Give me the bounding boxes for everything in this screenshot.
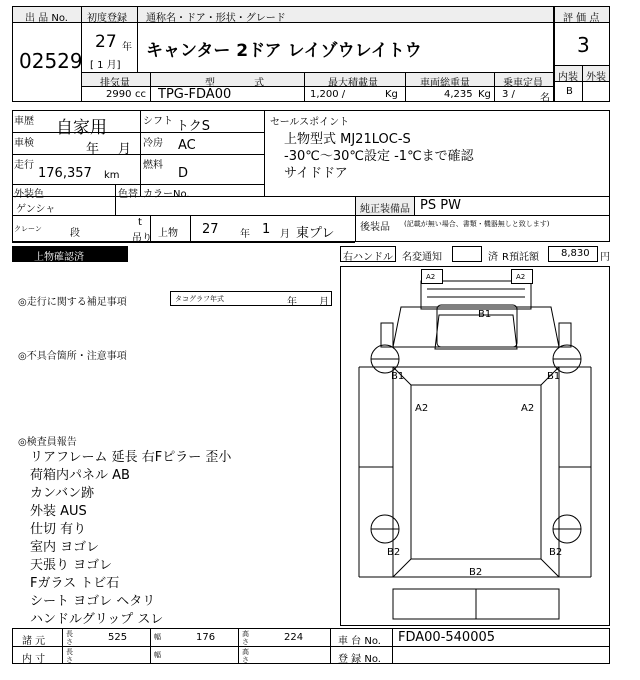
color-change-label: 色替 [118, 189, 138, 200]
damage-b1-right: B1 [547, 371, 561, 382]
defects-heading: ◎不具合箇所・注意事項 [18, 351, 127, 362]
color-no-label: カラーNo. [143, 189, 190, 200]
damage-a2-mid-left: A2 [415, 403, 429, 414]
length-value: 525 [108, 632, 128, 643]
lot-number-cell [12, 22, 82, 102]
mileage-value: 176,357 [38, 166, 92, 181]
cooling-value: AC [178, 138, 196, 153]
first-reg-year: 27 [95, 32, 117, 52]
report-line: 外装 AUS [30, 504, 87, 519]
chassis-label: 車 台 No. [338, 636, 381, 647]
grade-cell [554, 22, 610, 66]
inspector-heading: ◎検査員報告 [18, 437, 77, 448]
model-name: キャンター 2ドア レイゾウレイトウ [146, 41, 422, 61]
model-name-label: 通称名・ドア・形状・グレード [146, 13, 286, 24]
mileage-label: 走行 [14, 160, 34, 171]
damage-a2-mid-right: A2 [521, 403, 535, 414]
lot-label-cell [12, 6, 82, 23]
first-reg-label: 初度登録 [87, 13, 127, 24]
tacho-box [170, 291, 332, 306]
damage-b2-left: B2 [387, 547, 401, 558]
report-line: カンバン跡 [30, 486, 95, 501]
width-value: 176 [196, 632, 216, 643]
body-maker: 東プレ [296, 226, 335, 241]
damage-b2-right: B2 [549, 547, 563, 558]
shift-value: トクS [176, 119, 210, 134]
reading-label: R預託額 [502, 252, 539, 263]
crane-value: 段 [70, 228, 80, 239]
sales-points-label: セールスポイント [270, 117, 350, 128]
crane-unit-top: t [138, 217, 142, 228]
reg-label: 登 録 No. [338, 654, 381, 665]
rhd-label: 右ハンドル [343, 252, 393, 263]
inner-length-label: 長さ [66, 648, 73, 664]
tacho-year: 年 [287, 297, 297, 308]
color-label: 外装色 [14, 189, 44, 200]
report-line: 仕切 有り [30, 522, 87, 537]
report-line: 天張り ヨゴレ [30, 558, 113, 573]
inner-width-label: 幅 [154, 651, 161, 659]
damage-b1-top: B1 [478, 309, 492, 320]
displacement-value: 2990 [106, 89, 132, 100]
spec-label: 諸 元 [22, 636, 46, 647]
max-load-unit: Kg [385, 89, 398, 100]
tacho-label: タコグラフ年式 [175, 295, 224, 303]
mileage-unit: km [104, 170, 120, 181]
model-label-cell [137, 6, 554, 23]
chassis-value: FDA00-540005 [398, 630, 496, 645]
displacement-label: 排気量 [100, 78, 130, 89]
fuel-label: 燃料 [143, 160, 163, 171]
tacho-month: 月 [319, 297, 329, 308]
body-year: 27 [202, 222, 219, 237]
confirmed-banner [12, 246, 128, 262]
sales-point-1: 上物型式 MJ21LOC-S [284, 132, 411, 147]
report-line: 荷箱内パネル AB [30, 468, 130, 483]
gross-weight-label: 車両総重量 [420, 78, 470, 89]
aftermarket-label: 後装品 [360, 222, 390, 233]
crane-unit-bottom: 吊り [132, 233, 152, 244]
displacement-unit: cc [135, 89, 146, 100]
interior-grade: B [566, 86, 573, 97]
capacity-value: 3 / [502, 89, 515, 100]
damage-b2-bottom: B2 [469, 567, 483, 578]
first-reg-cell [81, 6, 138, 23]
damage-a2-top-right: A2 [516, 273, 526, 281]
first-reg-month: [ 1 月] [90, 60, 121, 71]
max-load-value: 1,200 / [310, 89, 346, 100]
grade-value: 3 [577, 33, 590, 57]
gross-weight-unit: Kg [478, 89, 491, 100]
inner-label: 内 寸 [22, 654, 46, 665]
body-month-unit: 月 [280, 229, 290, 240]
inspection-year: 年 [86, 142, 100, 157]
damage-b1-left: B1 [391, 371, 405, 382]
cooling-label: 冷房 [143, 138, 163, 149]
driving-heading: ◎走行に関する補足事項 [18, 297, 127, 308]
inner-height-label: 高さ [242, 648, 249, 664]
capacity-label: 乗車定員 [503, 78, 543, 89]
max-load-label: 最大積載量 [328, 78, 378, 89]
width-label: 幅 [154, 633, 161, 641]
report-line: ハンドルグリップ スレ [30, 612, 164, 627]
aftermarket-note: (記載が無い場合、書類・機器無しと致します) [404, 220, 550, 228]
model-type-value: TPG-FDA00 [158, 87, 232, 102]
interior-grade-label: 内装 [558, 72, 578, 83]
vehicle-diagram [340, 266, 610, 626]
height-label: 高さ [242, 630, 249, 646]
fuel-value: D [178, 166, 189, 181]
options-label: 純正装備品 [360, 204, 410, 215]
inspection-label: 車検 [14, 138, 34, 149]
gross-weight-value: 4,235 [444, 89, 473, 100]
body-month: 1 [262, 222, 271, 237]
fuel-status: 済 [488, 252, 498, 263]
report-line: 室内 ヨゴレ [30, 540, 100, 555]
report-list [30, 446, 231, 626]
body-label: 上物 [158, 228, 178, 239]
model-type-label: 型 式 [205, 78, 283, 89]
body-year-unit: 年 [240, 229, 250, 240]
capacity-unit: 名 [540, 93, 550, 104]
reading-value: 8,830 [561, 248, 590, 259]
report-line: リアフレーム 延長 右Fピラー 歪小 [30, 450, 232, 465]
crane-label: クレーン [14, 225, 42, 233]
confirmed-banner-text: 上物確認済 [34, 252, 84, 263]
sales-point-3: サイドドア [284, 166, 348, 181]
name-change-label: 名変通知 [402, 252, 442, 263]
first-reg-year-unit: 年 [122, 42, 132, 53]
color-value: ゲンシャ [16, 204, 56, 215]
damage-a2-top-left: A2 [426, 273, 436, 281]
sales-point-2: -30℃～30℃設定 -1℃まで確認 [284, 149, 474, 164]
history-label: 車歴 [14, 116, 34, 127]
shift-label: シフト [143, 116, 173, 127]
options-value: PS PW [420, 198, 461, 213]
grade-label: 評 価 点 [563, 13, 600, 24]
report-line: Fガラス トビ石 [30, 576, 120, 591]
height-value: 224 [284, 632, 304, 643]
lot-label: 出 品 No. [25, 13, 68, 24]
exterior-grade-label: 外装 [586, 72, 606, 83]
grade-label-cell [554, 6, 610, 23]
length-label: 長さ [66, 630, 73, 646]
lot-number: 02529 [19, 49, 83, 73]
report-line: シート ヨゴレ ヘタリ [30, 594, 156, 609]
history-value: 自家用 [56, 118, 107, 138]
inspection-month: 月 [118, 142, 132, 157]
reading-unit: 円 [600, 252, 610, 263]
